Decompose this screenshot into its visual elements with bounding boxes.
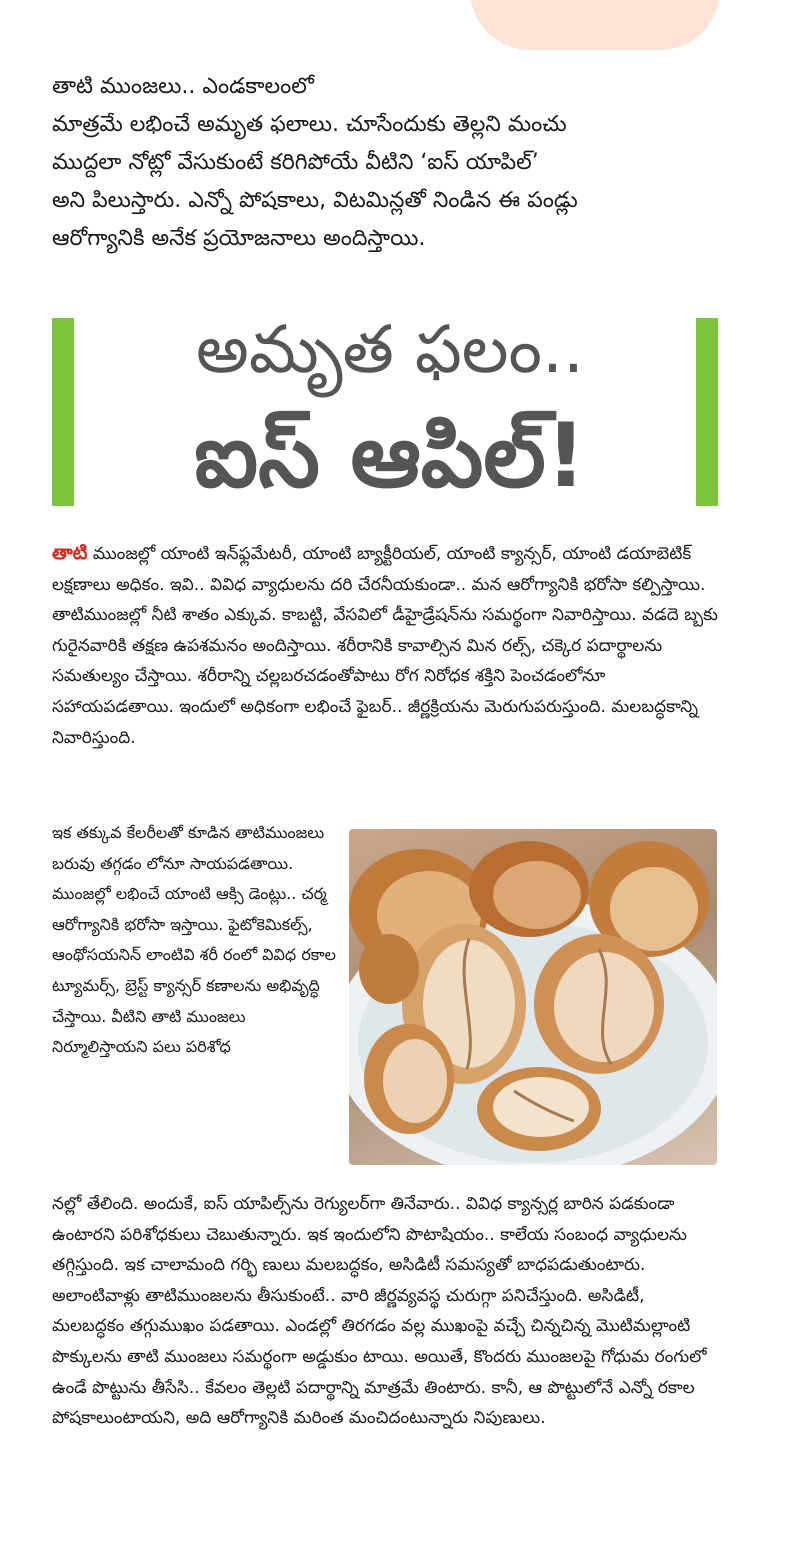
headline bbox=[90, 300, 690, 512]
intro-line: అని పిలుస్తారు. ఎన్నో పోషకాలు, విటమిన్లతో నిండిన ఈ పండ్లు bbox=[52, 188, 578, 213]
headline-accent-bar-right bbox=[696, 318, 718, 506]
intro-line: ముద్దలా నోట్లో వేసుకుంటే కరిగిపోయే వీటిని ‘ఐస్ యాపిల్’ bbox=[52, 150, 539, 175]
headline-accent-bar-left bbox=[52, 318, 74, 506]
paragraph-text: ముంజల్లో యాంటి ఇన్‌ఫ్లమేటరీ, యాంటి బ్యాక్టీరియల్, యాంటి క్యాన్సర్, యాంటి డయాబెటిక్ లక్షణాలు అధికం. ఇవి.. వివిధ వ్యాధులను దరి చేరనీయకుండా.. మన ఆరోగ్యానికి భరోసా కల్పిస్తాయి. తాటిముంజల్లో నీటి శాతం ఎక్కువ. కాబట్టి, వేసవిలో డీహైడ్రేషన్‌ను సమర్థంగా నివారిస్తాయి. వడదె బ్బకు గురైనవారికి తక్షణ ఉపశమనం అందిస్తాయి. శరీరానికి కావాల్సిన మిన రల్స్, చక్కెర పదార్థాలను సమతుల్యం చేస్తాయి. శరీరాన్ని చల్లబరచడంతోపాటు రోగ నిరోధక శక్తిని పెంచడంలోనూ సహాయపడతాయి. ఇందులో అధికంగా లభించే ఫైబర్.. జీర్ణక్రియను మెరుగుపరుస్తుంది. మలబద్ధకాన్ని నివారిస్తుంది. bbox=[52, 544, 718, 748]
top-decoration bbox=[470, 0, 720, 50]
ice-apple-photo bbox=[349, 829, 717, 1165]
article-bottom-paragraph: నల్లో తేలింది. అందుకే, ఐస్ యాపిల్స్‌ను రెగ్యులర్‌గా తినేవారు.. వివిధ క్యాన్సర్ల బారిన పడకుండా ఉంటారని పరిశోధకులు చెబుతున్నారు. ఇక ఇందులోని పొటాషియం.. కాలేయ సంబంధ వ్యాధులను తగ్గిస్తుంది. ఇక చాలామంది గర్భి ణులు మలబద్ధకం, అసిడిటీ సమస్యతో బాధపడుతుంటారు. అలాంటివాళ్లు తాటిముంజలను తీసుకుంటే.. వారి జీర్ణవ్యవస్థ చురుగ్గా పనిచేస్తుంది. అసిడిటీ, మలబద్ధకం తగ్గుముఖం పడతాయి. ఎండల్లో తిరగడం వల్ల ముఖంపై వచ్చే చిన్నచిన్న మొటిమల్లాంటి పొక్కులను తాటి ముంజలు సమర్థంగా అడ్డుకుం టాయి. అయితే, కొందరు ముంజలపై గోధుమ రంగులో ఉండే పొట్టును తీసేసి.. కేవలం తెల్లటి పదార్థాన్ని మాత్రమే తింటారు. కానీ, ఆ పొట్టులోనే ఎన్నో రకాల పోషకాలుంటాయని, అది ఆరోగ్యానికి మరింత మంచిదంటున్నారు నిపుణులు. bbox=[52, 1194, 707, 1429]
article-paragraph-1 bbox=[52, 538, 722, 753]
ice-apple-illustration bbox=[349, 829, 717, 1165]
article-wrap-column: ఇక తక్కువ కేలరీలతో కూడిన తాటిముంజలు బరువు తగ్గడం లోనూ సాయపడతాయి. ముంజల్లో లభించే యాంటి ఆక్సి డెంట్లు.. చర్మ ఆరోగ్యానికి భరోసా ఇస్తాయి. ఫైటోకెమికల్స్, ఆంథోసయనిన్ లాంటివి శరీ రంలో వివిధ రకాల ట్యూమర్స్, బ్రెస్ట్ క్యాన్సర్ కణాలను అభివృద్ధి చేస్తాయి. వీటిని తాటి ముంజలు నిర్మూలిస్తాయని పలు పరిశోధ bbox=[52, 823, 337, 1057]
intro-line: తాటి ముంజలు.. ఎండకాలంలో bbox=[52, 74, 314, 99]
headline-line-1: అమృత ఫలం.. bbox=[196, 311, 584, 388]
article-body bbox=[52, 538, 722, 753]
intro-paragraph bbox=[52, 68, 722, 258]
dropcap: తాటి bbox=[52, 542, 88, 564]
headline-line-2: ఐస్ ఆపిల్! bbox=[194, 404, 586, 507]
intro-line: ఆరోగ్యానికి అనేక ప్రయోజనాలు అందిస్తాయి. bbox=[52, 226, 426, 251]
intro-line: మాత్రమే లభించే అమృత ఫలాలు. చూసేందుకు తెల్లని మంచు bbox=[52, 112, 567, 137]
